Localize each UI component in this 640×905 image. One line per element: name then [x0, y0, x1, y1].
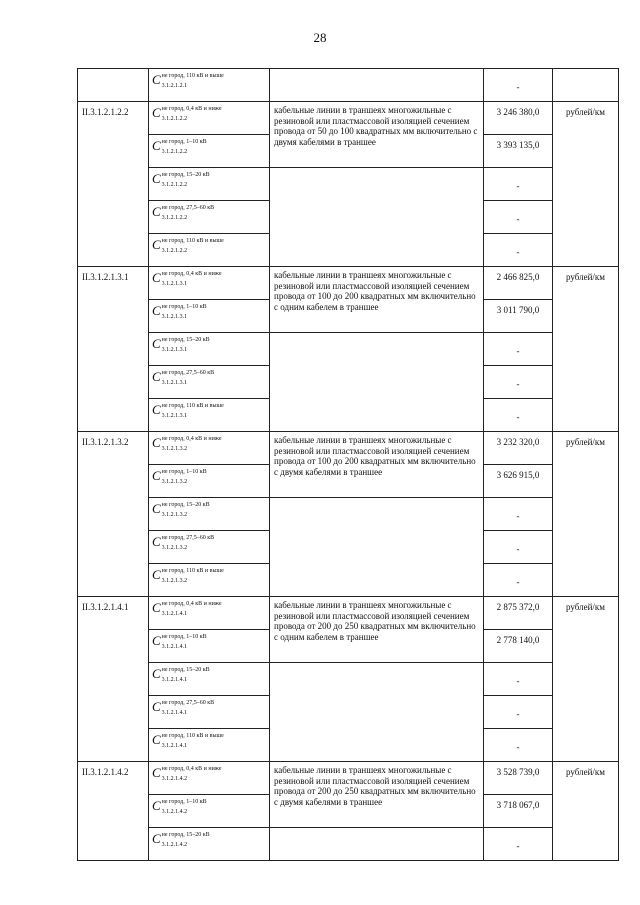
rate-symbol-letter: C [152, 402, 161, 417]
rate-symbol-superscript: не город, 27,5–60 кВ [161, 205, 215, 211]
rate-symbol-cell [149, 828, 270, 861]
rate-symbol-superscript: не город, 1–10 кВ [161, 469, 207, 475]
rate-symbol-cell [149, 498, 270, 531]
rate-symbol-subscript: 3.1.2.1.2.1 [161, 83, 188, 89]
rate-symbol-cell [149, 201, 270, 234]
rate-value: 3 718 067,0 [484, 795, 553, 828]
rate-value: 3 626 915,0 [484, 465, 553, 498]
rate-symbol-letter: C [152, 369, 161, 384]
rate-symbol-superscript: не город, 110 кВ и выше [161, 238, 224, 244]
table-row [78, 168, 619, 201]
rate-symbol-cell [149, 630, 270, 663]
rate-symbol-cell [149, 762, 270, 795]
item-code: II.3.1.2.1.3.2 [78, 432, 149, 597]
rate-symbol-subscript: 3.1.2.1.2.2 [161, 215, 188, 221]
rate-symbol-cell [149, 366, 270, 399]
rate-value: - [484, 564, 553, 597]
rate-symbol-subscript: 3.1.2.1.4.2 [161, 809, 188, 815]
rate-symbol-subscript: 3.1.2.1.2.2 [161, 116, 188, 122]
rate-symbol-letter: C [152, 831, 161, 846]
rate-symbol-cell [149, 663, 270, 696]
item-description: кабельные линии в траншеях многожильные с резиновой или пластмассовой изоляцией сечением провода от 100 до 200 квадратных мм включительно с одним кабелем в траншее [270, 267, 484, 333]
rate-symbol-cell [149, 333, 270, 366]
rate-symbol-superscript: не город, 110 кВ и выше [161, 403, 224, 409]
description-cell [270, 69, 484, 102]
rate-symbol [149, 729, 269, 750]
rate-symbol-subscript: 3.1.2.1.3.1 [161, 314, 188, 320]
rate-symbol-cell [149, 234, 270, 267]
page-number: 28 [313, 30, 327, 45]
rate-symbol-letter: C [152, 534, 161, 549]
rate-symbol-superscript: не город, 15–20 кВ [161, 337, 210, 343]
table-row [78, 762, 619, 795]
rate-symbol-letter: C [152, 567, 161, 582]
rate-symbol-letter: C [152, 237, 161, 252]
rate-symbol-superscript: не город, 1–10 кВ [161, 139, 207, 145]
rate-symbol [149, 432, 269, 453]
rate-symbol [149, 300, 269, 321]
rate-symbol-subscript: 3.1.2.1.3.1 [161, 281, 188, 287]
rate-value: 3 528 739,0 [484, 762, 553, 795]
table-row [78, 267, 619, 300]
rate-symbol [149, 564, 269, 585]
rate-symbol-subscript: 3.1.2.1.3.2 [161, 512, 188, 518]
rate-symbol-subscript: 3.1.2.1.2.2 [161, 182, 188, 188]
rate-value: 3 393 135,0 [484, 135, 553, 168]
rate-symbol [149, 135, 269, 156]
rate-symbol-cell [149, 564, 270, 597]
rate-symbol-superscript: не город, 1–10 кВ [161, 799, 207, 805]
table-row [78, 432, 619, 465]
rate-symbol-cell [149, 267, 270, 300]
rate-symbol-letter: C [152, 501, 161, 516]
rate-symbol-subscript: 3.1.2.1.3.1 [161, 380, 188, 386]
rate-symbol-superscript: не город, 0,4 кВ и ниже [161, 436, 222, 442]
rate-symbol-letter: C [152, 171, 161, 186]
rate-symbol-subscript: 3.1.2.1.4.1 [161, 743, 188, 749]
table-row [78, 69, 619, 102]
rate-symbol-cell [149, 597, 270, 630]
rate-symbol-subscript: 3.1.2.1.3.2 [161, 578, 188, 584]
rate-symbol-subscript: 3.1.2.1.3.2 [161, 545, 188, 551]
rate-symbol-letter: C [152, 105, 161, 120]
rate-value: - [484, 828, 553, 861]
rate-symbol-subscript: 3.1.2.1.4.1 [161, 644, 188, 650]
rate-symbol-superscript: не город, 110 кВ и выше [161, 568, 224, 574]
rate-symbol [149, 828, 269, 849]
rate-symbol-superscript: не город, 1–10 кВ [161, 634, 207, 640]
description-continuation [270, 828, 484, 861]
item-code: II.3.1.2.1.2.2 [78, 102, 149, 267]
rate-symbol-cell [149, 795, 270, 828]
rate-symbol-letter: C [152, 72, 161, 87]
rate-value: - [484, 531, 553, 564]
table-row [78, 663, 619, 696]
rate-symbol-cell [149, 135, 270, 168]
rate-value: - [484, 168, 553, 201]
rate-symbol [149, 234, 269, 255]
rate-value: - [484, 366, 553, 399]
item-description: кабельные линии в траншеях многожильные с резиновой или пластмассовой изоляцией сечением провода от 200 до 250 квадратных мм включительно с двумя кабелями в траншее [270, 762, 484, 828]
unit-of-measure: рублей/км [553, 762, 619, 861]
rate-symbol-subscript: 3.1.2.1.3.1 [161, 347, 188, 353]
rate-symbol-superscript: не город, 27,5–60 кВ [161, 700, 215, 706]
rate-symbol-superscript: не город, 15–20 кВ [161, 667, 210, 673]
rate-symbol-subscript: 3.1.2.1.4.2 [161, 776, 188, 782]
rate-symbol [149, 762, 269, 783]
item-description: кабельные линии в траншеях многожильные с резиновой или пластмассовой изоляцией сечением провода от 50 до 100 квадратных мм включительно с двумя кабелями в траншее [270, 102, 484, 168]
item-code: II.3.1.2.1.3.1 [78, 267, 149, 432]
rate-symbol-letter: C [152, 468, 161, 483]
rate-value: 2 778 140,0 [484, 630, 553, 663]
description-continuation [270, 333, 484, 432]
table-row [78, 498, 619, 531]
rate-symbol-letter: C [152, 336, 161, 351]
rate-symbol-superscript: не город, 15–20 кВ [161, 832, 210, 838]
tariff-table [77, 68, 619, 861]
item-code: II.3.1.2.1.4.2 [78, 762, 149, 861]
rate-symbol-superscript: не город, 0,4 кВ и ниже [161, 271, 222, 277]
description-continuation [270, 168, 484, 267]
unit-cell [553, 69, 619, 102]
rate-symbol-subscript: 3.1.2.1.4.1 [161, 611, 188, 617]
rate-symbol-cell [149, 399, 270, 432]
rate-value: - [484, 201, 553, 234]
item-description: кабельные линии в траншеях многожильные с резиновой или пластмассовой изоляцией сечением провода от 200 до 250 квадратных мм включительно с одним кабелем в траншее [270, 597, 484, 663]
description-continuation [270, 663, 484, 762]
rate-symbol-superscript: не город, 15–20 кВ [161, 502, 210, 508]
rate-symbol [149, 102, 269, 123]
rate-symbol-letter: C [152, 732, 161, 747]
rate-symbol-cell [149, 69, 270, 102]
rate-symbol-subscript: 3.1.2.1.3.2 [161, 446, 188, 452]
rate-symbol-superscript: не город, 15–20 кВ [161, 172, 210, 178]
rate-symbol [149, 630, 269, 651]
rate-symbol-letter: C [152, 270, 161, 285]
rate-symbol-letter: C [152, 699, 161, 714]
rate-symbol-subscript: 3.1.2.1.3.2 [161, 479, 188, 485]
table-row [78, 333, 619, 366]
rate-symbol [149, 597, 269, 618]
rate-symbol-cell [149, 465, 270, 498]
unit-of-measure: рублей/км [553, 597, 619, 762]
rate-symbol [149, 69, 269, 90]
rate-symbol-superscript: не город, 0,4 кВ и ниже [161, 106, 222, 112]
rate-symbol [149, 366, 269, 387]
rate-value: 2 875 372,0 [484, 597, 553, 630]
rate-value: - [484, 399, 553, 432]
rate-symbol [149, 168, 269, 189]
rate-value: 2 466 825,0 [484, 267, 553, 300]
table-row [78, 828, 619, 861]
rate-symbol-subscript: 3.1.2.1.2.2 [161, 248, 188, 254]
unit-of-measure: рублей/км [553, 432, 619, 597]
rate-value: - [484, 234, 553, 267]
rate-value: - [484, 663, 553, 696]
rate-symbol-subscript: 3.1.2.1.4.2 [161, 842, 188, 848]
rate-symbol [149, 465, 269, 486]
rate-symbol-superscript: не город, 0,4 кВ и ниже [161, 601, 222, 607]
rate-symbol-cell [149, 300, 270, 333]
unit-of-measure: рублей/км [553, 102, 619, 267]
rate-symbol-cell [149, 432, 270, 465]
rate-value: - [484, 729, 553, 762]
rate-symbol-letter: C [152, 303, 161, 318]
rate-value: - [484, 498, 553, 531]
description-continuation [270, 498, 484, 597]
rate-symbol [149, 333, 269, 354]
rate-symbol [149, 531, 269, 552]
rate-symbol-letter: C [152, 138, 161, 153]
rate-symbol-cell [149, 168, 270, 201]
rate-symbol-cell [149, 531, 270, 564]
code-cell [78, 69, 149, 102]
tariff-table-body [78, 69, 619, 861]
rate-symbol [149, 267, 269, 288]
rate-symbol [149, 663, 269, 684]
rate-symbol-subscript: 3.1.2.1.3.1 [161, 413, 188, 419]
rate-symbol [149, 696, 269, 717]
rate-value: - [484, 696, 553, 729]
rate-symbol-letter: C [152, 633, 161, 648]
rate-symbol-letter: C [152, 666, 161, 681]
rate-value: 3 246 380,0 [484, 102, 553, 135]
item-code: II.3.1.2.1.4.1 [78, 597, 149, 762]
table-row [78, 102, 619, 135]
rate-symbol [149, 201, 269, 222]
rate-symbol-cell [149, 102, 270, 135]
rate-symbol-superscript: не город, 27,5–60 кВ [161, 535, 215, 541]
rate-symbol-subscript: 3.1.2.1.4.1 [161, 677, 188, 683]
rate-symbol-letter: C [152, 765, 161, 780]
rate-value: - [484, 333, 553, 366]
unit-of-measure: рублей/км [553, 267, 619, 432]
item-description: кабельные линии в траншеях многожильные с резиновой или пластмассовой изоляцией сечением провода от 100 до 200 квадратных мм включительно с двумя кабелями в траншее [270, 432, 484, 498]
rate-symbol-letter: C [152, 600, 161, 615]
rate-value: 3 232 320,0 [484, 432, 553, 465]
table-row [78, 597, 619, 630]
rate-symbol-superscript: не город, 110 кВ и выше [161, 73, 224, 79]
rate-symbol-superscript: не город, 1–10 кВ [161, 304, 207, 310]
rate-symbol-cell [149, 729, 270, 762]
rate-symbol-letter: C [152, 435, 161, 450]
rate-symbol-superscript: не город, 27,5–60 кВ [161, 370, 215, 376]
rate-symbol-subscript: 3.1.2.1.2.2 [161, 149, 188, 155]
rate-symbol-letter: C [152, 798, 161, 813]
rate-symbol [149, 399, 269, 420]
rate-symbol-superscript: не город, 0,4 кВ и ниже [161, 766, 222, 772]
rate-symbol-cell [149, 696, 270, 729]
rate-symbol-letter: C [152, 204, 161, 219]
rate-symbol-subscript: 3.1.2.1.4.1 [161, 710, 188, 716]
rate-value: - [484, 69, 553, 102]
rate-symbol-superscript: не город, 110 кВ и выше [161, 733, 224, 739]
rate-symbol [149, 795, 269, 816]
rate-value: 3 011 790,0 [484, 300, 553, 333]
rate-symbol [149, 498, 269, 519]
